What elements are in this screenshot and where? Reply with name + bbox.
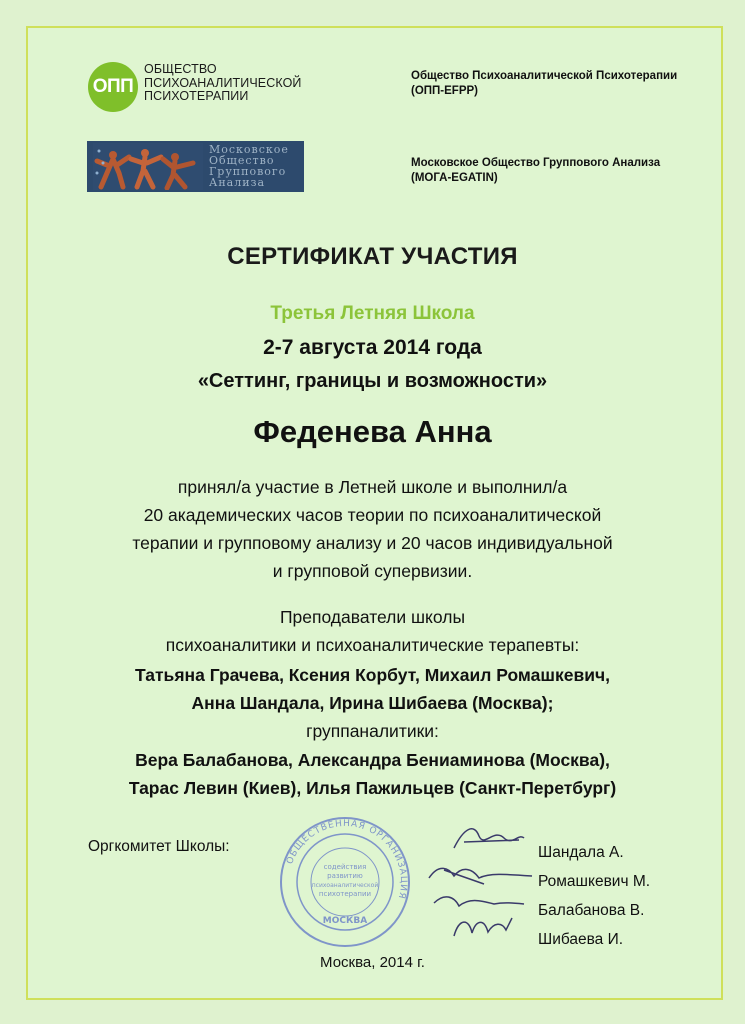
moga-text-line: Группового: [209, 165, 287, 178]
moga-text-line: Московское: [209, 143, 289, 156]
certificate-body: [0, 473, 745, 585]
committee-member: Шандала А.: [538, 844, 624, 861]
teachers-line: Анна Шандала, Ирина Шибаева (Москва);: [191, 693, 554, 713]
org-moga-name: Московское Общество Группового Анализа: [411, 157, 661, 169]
stamp-outer-text: ОБЩЕСТВЕННАЯ ОРГАНИЗАЦИЯ: [285, 818, 409, 901]
school-dates: 2-7 августа 2014 года: [263, 336, 482, 359]
teachers-list: [0, 661, 745, 717]
stamp-center-line: психоаналитической: [311, 882, 379, 889]
school-name: Третья Летняя Школа: [270, 303, 475, 324]
org-moga-abbr: (МОГА-EGATIN): [411, 172, 498, 184]
committee-member: Балабанова В.: [538, 902, 645, 919]
committee-label: Оргкомитет Школы:: [88, 838, 230, 855]
org-opp-abbr: (ОПП-EFPP): [411, 85, 479, 97]
city-year: Москва, 2014 г.: [320, 954, 425, 971]
body-line: терапии и групповому анализу и 20 часов индивидуальной: [132, 533, 613, 553]
school-theme: «Сеттинг, границы и возможности»: [197, 370, 548, 392]
body-line: принял/а участие в Летней школе и выполнил/а: [177, 477, 568, 497]
handwritten-signatures: [424, 818, 534, 948]
stamp-center-line: развитию: [327, 872, 363, 880]
moga-text-line: Общество: [209, 154, 275, 167]
group-line: Вера Балабанова, Александра Бениаминова (Москва),: [135, 750, 610, 770]
opp-name-line: ПСИХОТЕРАПИИ: [144, 89, 249, 103]
organization-stamp: [278, 815, 412, 949]
participant-name: Феденева Анна: [253, 414, 492, 449]
committee-members: [538, 838, 650, 954]
opp-logo-name: [144, 63, 302, 104]
group-line: Тарас Левин (Киев), Илья Пажильцев (Санкт-Перетбург): [128, 778, 617, 798]
moga-logo: [87, 141, 304, 192]
certificate-title: СЕРТИФИКАТ УЧАСТИЯ: [227, 243, 518, 270]
body-line: 20 академических часов теории по психоаналитической: [143, 505, 602, 525]
teachers-heading-line: психоаналитики и психоаналитические терапевты:: [165, 635, 580, 655]
org-moga: [411, 156, 660, 186]
stamp-center-line: психотерапии: [318, 890, 372, 898]
committee-member: Ромашкевич М.: [538, 873, 651, 890]
opp-name-line: ПСИХОАНАЛИТИЧЕСКОЙ: [144, 75, 302, 90]
opp-name-line: ОБЩЕСТВО: [144, 62, 217, 76]
opp-logo: [88, 62, 138, 112]
moga-text-line: Анализа: [209, 176, 266, 189]
dance-painting-icon: [93, 143, 203, 190]
group-analysts-list: [0, 746, 745, 802]
stamp-city: МОСКВА: [322, 916, 368, 926]
group-analysts-heading: группаналитики:: [306, 721, 439, 741]
org-opp-name: Общество Психоаналитической Психотерапии: [411, 70, 678, 82]
teachers-heading-line: Преподаватели школы: [279, 607, 466, 627]
teachers-heading: [0, 603, 745, 659]
org-opp: [411, 69, 677, 99]
opp-logo-text: ОПП: [92, 76, 134, 97]
stamp-center-line: содействия: [323, 863, 367, 871]
teachers-line: Татьяна Грачева, Ксения Корбут, Михаил Ромашкевич,: [135, 665, 610, 685]
moga-logo-text: [209, 144, 289, 188]
body-line: и групповой супервизии.: [272, 561, 473, 581]
committee-member: Шибаева И.: [538, 931, 624, 948]
